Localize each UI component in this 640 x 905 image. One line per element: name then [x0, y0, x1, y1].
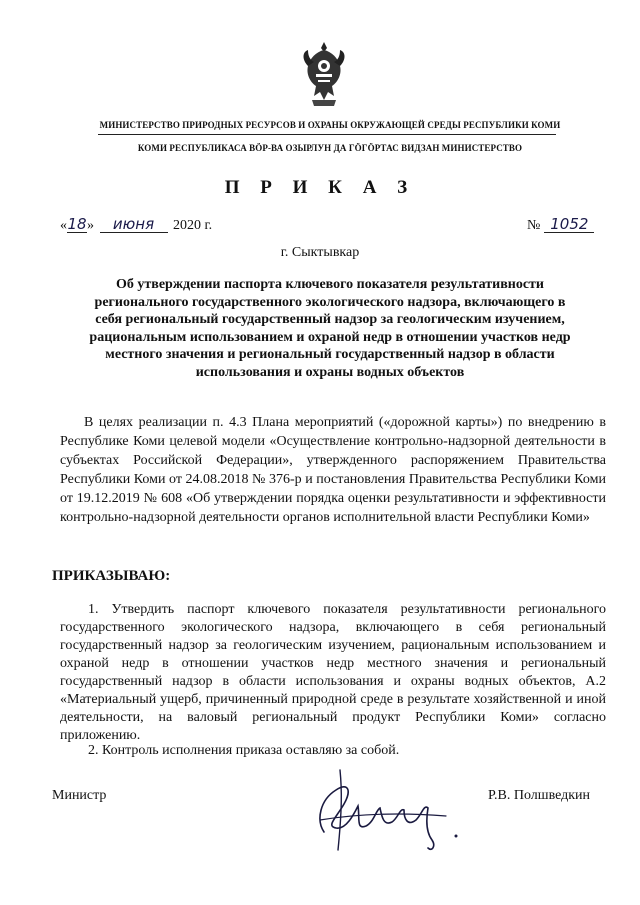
date-year: 2020 г. [173, 218, 213, 233]
signatory-title: Министр [52, 788, 107, 803]
document-city: г. Сыктывкар [280, 245, 360, 260]
ministry-name-russian: МИНИСТЕРСТВО ПРИРОДНЫХ РЕСУРСОВ И ОХРАНЫ ОКРУЖАЮЩЕЙ СРЕДЫ РЕСПУБЛИКИ КОМИ [99, 120, 561, 130]
document-date [60, 216, 212, 234]
date-month-handwritten: июня [100, 216, 168, 233]
orders-heading: ПРИКАЗЫВАЮ: [52, 568, 171, 584]
document-type-title: П Р И К А З [224, 177, 416, 198]
order-item-1: 1. Утвердить паспорт ключевого показателя результативности регионального государственного экологического надзора, включающего в себя региональный государственный надзор за геологическим изучением, рациональным использованием и охраной недр в отношении участков недр местного значения и региональный государственный надзор в области использования и охраны водных объектов, А.2 «Материальный ущерб, причиненный природной среде в результате хозяйственной и иной деятельности, на валовый региональный продукт Республики Коми» согласно приложению. [60, 602, 606, 743]
number-handwritten: 1052 [544, 216, 594, 233]
signatory-name: Р.В. Полшведкин [488, 788, 591, 803]
header-divider [98, 134, 556, 135]
date-close-quote: » [87, 218, 94, 233]
ministry-name-komi: КОМИ РЕСПУБЛИКАСА ВӦР-ВА ОЗЫРЛУН ДА ГӦГӦРТАС ВИДЗАН МИНИСТЕРСТВО [137, 143, 523, 153]
number-prefix: № [527, 218, 541, 233]
document-number [527, 216, 594, 234]
document-subject: Об утверждении паспорта ключевого показателя результативности регионального государственного экологического надзора, включающего в себя региональный государственный надзор за геологическим изучением, рациональным использованием и охраной недр в отношении участков недр местного значения и региональный государственный надзор в области использования и охраны водных объектов [89, 277, 571, 380]
order-item-2: 2. Контроль исполнения приказа оставляю за собой. [88, 743, 400, 758]
date-open-quote: « [60, 218, 67, 233]
handwritten-signature-icon [296, 760, 476, 860]
date-day-handwritten: 18 [67, 215, 87, 233]
komi-coat-of-arms-icon [300, 40, 348, 108]
preamble-paragraph: В целях реализации п. 4.3 Плана мероприятий («дорожной карты») по внедрению в Республике Коми целевой модели «Осуществление контрольно-надзорной деятельности в субъектах Российской Федерации», утвержденного распоряжением Правительства Республики Коми от 24.08.2018 № 376-р и постановления Правительства Республики Коми от 19.12.2019 № 608 «Об утверждении порядка оценки результативности и эффективности контрольно-надзорной деятельности органов исполнительной власти Республики Коми» [60, 415, 606, 525]
